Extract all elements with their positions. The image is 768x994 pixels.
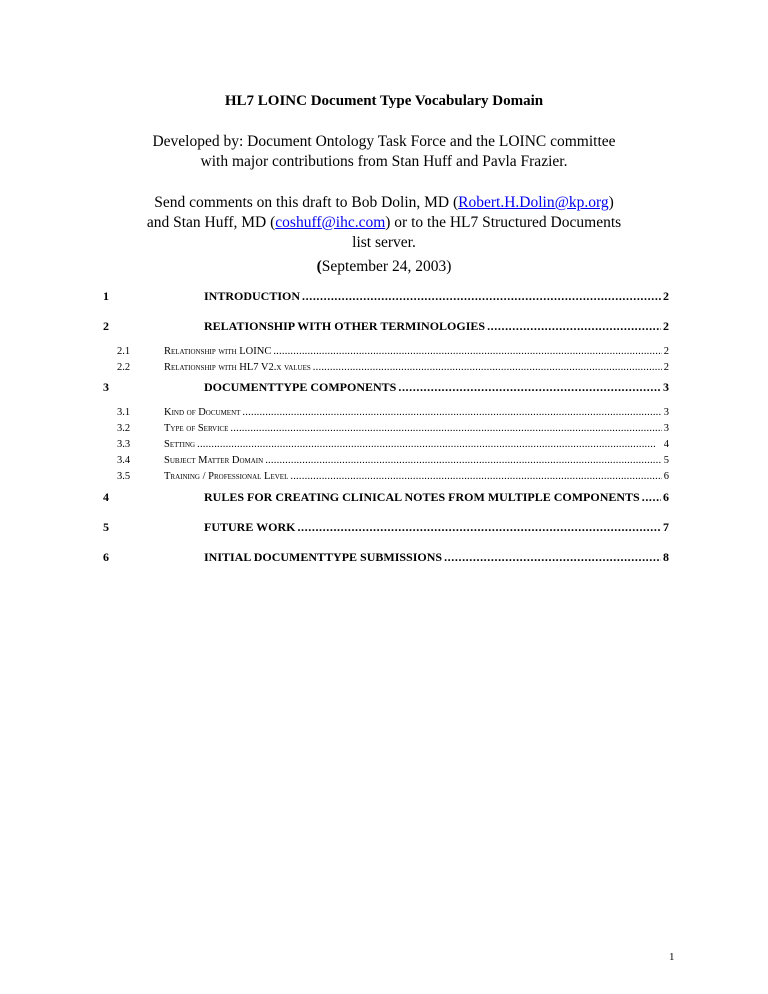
toc-leader (290, 471, 661, 482)
toc-entry[interactable] (117, 402, 669, 418)
toc-leader (642, 490, 661, 505)
toc-page: 2 (663, 289, 669, 303)
toc-page: 6 (663, 471, 669, 482)
comments-suffix: ) or to the HL7 Structured Documents list server. (352, 214, 622, 251)
toc-page: 7 (663, 520, 669, 534)
toc-title: Kind of Document (164, 407, 241, 418)
toc-title: Relationship with HL7 V2.x values (164, 362, 311, 373)
toc-number: 5 (103, 520, 109, 534)
toc-number: 2.1 (117, 346, 131, 357)
toc-entry[interactable] (117, 418, 669, 434)
toc-number: 3.2 (117, 423, 131, 434)
document-title: HL7 LOINC Document Type Vocabulary Domain (224, 93, 544, 109)
toc-leader (273, 346, 661, 357)
toc-leader (297, 520, 661, 535)
toc-page: 2 (663, 362, 669, 373)
toc-entry[interactable] (103, 379, 669, 395)
toc-entry[interactable] (117, 341, 669, 357)
toc-number: 3.1 (117, 407, 131, 418)
toc-page: 3 (663, 407, 669, 418)
toc-entry[interactable] (117, 466, 669, 482)
toc-number: 2 (103, 319, 109, 333)
email-huff-link[interactable]: coshuff@ihc.com (275, 214, 386, 231)
toc-page: 2 (663, 346, 669, 357)
toc-leader (242, 407, 661, 418)
toc-title: DOCUMENTTYPE COMPONENTS (204, 380, 397, 394)
toc-page: 8 (663, 550, 669, 564)
toc-number: 6 (103, 550, 109, 564)
document-date (150, 257, 618, 277)
comments-paragraph (142, 193, 626, 253)
developed-by-paragraph: Developed by: Document Ontology Task Force and the LOINC committee with major contributions from Stan Huff and Pavla Frazier. (152, 133, 616, 170)
toc-number: 3.3 (117, 439, 131, 450)
toc-title: FUTURE WORK (204, 520, 296, 534)
toc-leader (265, 455, 662, 466)
date-paren: ( (316, 258, 322, 275)
toc-number: 1 (103, 289, 109, 303)
toc-page: 3 (663, 423, 669, 434)
toc-number: 3 (103, 380, 109, 394)
toc-leader (444, 550, 661, 565)
toc-entry[interactable] (103, 288, 669, 304)
toc-page: 4 (663, 439, 669, 450)
page-number: 1 (669, 951, 675, 963)
date-text: September 24, 2003) (321, 258, 452, 275)
toc-page: 3 (663, 380, 669, 394)
toc-page: 5 (663, 455, 669, 466)
toc-entry[interactable] (117, 434, 669, 450)
comments-middle: ) and Stan Huff, MD ( (146, 194, 614, 231)
toc-entry[interactable] (117, 450, 669, 466)
toc-number: 4 (103, 490, 109, 504)
toc-title: Setting (164, 439, 196, 450)
toc-entry[interactable] (103, 489, 669, 505)
toc-leader (302, 289, 661, 304)
toc-entry[interactable] (103, 549, 669, 565)
toc-title: INITIAL DOCUMENTTYPE SUBMISSIONS (204, 550, 443, 564)
toc-title: RELATIONSHIP WITH OTHER TERMINOLOGIES (204, 319, 486, 333)
toc-title: Relationship with LOINC (164, 346, 272, 357)
toc-leader (487, 319, 661, 334)
toc-entry[interactable] (103, 519, 669, 535)
toc-title: INTRODUCTION (204, 289, 301, 303)
comments-prefix: Send comments on this draft to Bob Dolin, MD ( (154, 194, 459, 211)
toc-leader (230, 423, 661, 434)
toc-title: Type of Service (164, 423, 229, 434)
toc-entry[interactable] (117, 357, 669, 373)
toc-page: 6 (663, 490, 669, 504)
toc-entry[interactable] (103, 318, 669, 334)
toc-title: Subject Matter Domain (164, 455, 264, 466)
toc-number: 3.4 (117, 455, 131, 466)
toc-title: Training / Professional Level (164, 471, 289, 482)
toc-leader (197, 439, 662, 450)
toc-page: 2 (663, 319, 669, 333)
toc-number: 3.5 (117, 471, 131, 482)
toc-title: RULES FOR CREATING CLINICAL NOTES FROM MULTIPLE COMPONENTS (204, 490, 640, 504)
toc-leader (398, 380, 661, 395)
toc-leader (313, 362, 662, 373)
toc-number: 2.2 (117, 362, 131, 373)
email-dolin-link[interactable]: Robert.H.Dolin@kp.org (458, 194, 609, 211)
